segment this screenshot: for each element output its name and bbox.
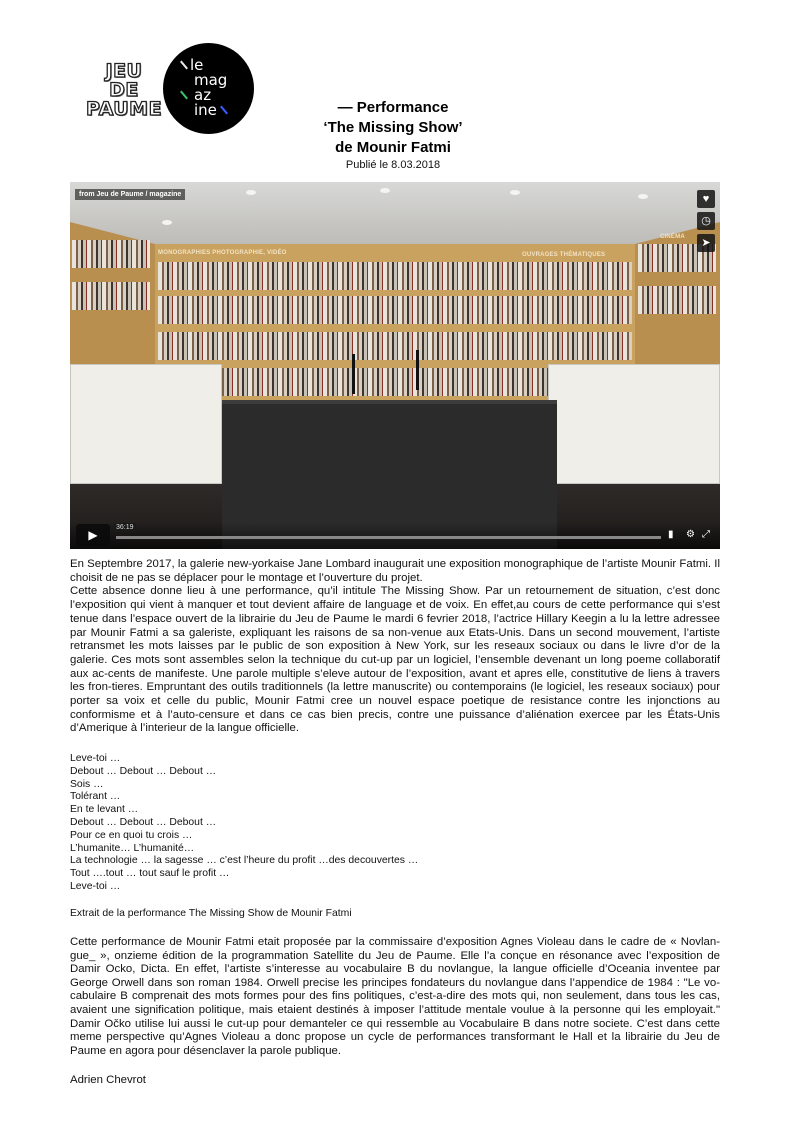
logo-word-2: DE — [109, 79, 139, 101]
article-paragraph: Cette absence donne lieu à une performance, qu’il intitule The Missing Show. Par un retournement de situation, c’est donc l’exposition qui vient à manquer et tout devient affaire de language et de voix. En effet,au cours de cette performance qui s’est tenue dans l’espace ouvert de la librairie du Jeu de Paume le mardi 6 fevrier 2018, l’actrice Hillary Keegin a lu la lettre adressee par Mounir Fatmi a sa galeriste, expliquant les raisons de sa non-venue aux Etats-Unis. Dans un second mouvement, l’artiste retransmet les mots laisses par le public de son exposition à New York, sur les reseaux sociaux ou dans le livre d’or de la galerie. Ces mots sont assembles selon la technique du cut-up par un logiciel, l’ensemble devenant un long poeme collaboratif aux ac-cents de manifeste. Une parole multiple s’eleve autour de l’exposition, avant et apres elle, constitutive de liens à travers les fron-tieres. Empruntant des outils traditionnels (la lettre manuscrite) ou contemporains (le logiciel, les reseaux sociaux) pour porter sa voix et celle du public, Mounir Fatmi cree un nouvel espace poetique de resistance contre les injonctions au conformisme et à l’auto-censure et dans ce cas bien precis, contre une puissance d’aliénation exercee par les États-Unis d’Amerique à l’interieur de la langue officielle. — [70, 585, 720, 735]
article-paragraph: En Septembre 2017, la galerie new-yorkaise Jane Lombard inaugurait une exposition monographique de l’artiste Mounir Fatmi. Il choisit de ne pas se déplacer pour le montage et l’ouverture du projet. — [70, 558, 720, 584]
publication-date: Publié le 8.03.2018 — [345, 159, 441, 171]
volume-icon[interactable]: ▮ — [668, 529, 674, 540]
poem-line: La technologie … la sagesse … c’est l’heure du profit …des decouvertes … — [70, 855, 419, 867]
bookshelf-row — [72, 282, 150, 310]
bookshelf-row — [72, 240, 150, 268]
logo-mag-line-3: az — [194, 86, 212, 104]
video-timestamp: 36:19 — [116, 524, 134, 531]
poem-line: En te levant … — [70, 804, 139, 816]
poem-line: Debout … Debout … Debout … — [70, 816, 217, 828]
fullscreen-icon[interactable]: ⤢ — [702, 529, 710, 540]
poem-excerpt — [70, 753, 720, 894]
le-magazine-logo[interactable] — [163, 43, 254, 134]
ceiling-lamp — [638, 194, 648, 199]
article-title-line-3: de Mounir Fatmi — [335, 139, 451, 156]
bookshelf-row — [158, 262, 632, 290]
poem-line: Tolérant … — [70, 791, 121, 803]
bookstore-sign-thematiques: OUVRAGES THÉMATIQUES — [522, 252, 606, 258]
video-source-badge[interactable]: from Jeu de Paume / magazine — [75, 189, 185, 200]
ceiling-lamp — [162, 220, 172, 225]
ceiling-lamp — [246, 190, 256, 195]
slash-mark-icon — [180, 61, 188, 70]
article-body — [70, 558, 720, 736]
article-title-line-2: ‘The Missing Show’ — [323, 119, 463, 136]
poem-line: Sois … — [70, 778, 104, 790]
poem-line: L’humanite… L’humanité… — [70, 842, 195, 854]
logo-word-1: JEU — [105, 60, 143, 82]
bookshelf-row — [158, 332, 632, 360]
bookstore-sign-cinema: CINÉMA — [660, 234, 685, 240]
logo-word-3: PAUME — [85, 98, 163, 120]
play-icon[interactable]: ▶ — [76, 524, 110, 546]
closing-paragraph: Cette performance de Mounir Fatmi etait proposée par la commissaire d’exposition Agnes Violeau dans le cadre de « Novlan-gue_ », onzieme édition de la programmation Satellite du Jeu de Paume. Elle l’a conçue en résonance avec l’exposition de Damir Ocko, Dicta. En effet, l’artiste s’interesse au vocabulaire B du novlangue, la langue officielle d’Oceania inventee par George Orwell dans son roman 1984. Orwell precise les principes fondateurs du novlangue dans l’appendice de 1984 : "Le vo-cabulaire B comprenait des mots formes pour des fins politiques, c’est-a-dire des mots qui, non seulement, dans tous les cas, avaient une signification politique, mais etaient destinés à imposer l’attitude mentale voulue à la personne qui les employait." Damir Očko utilise lui aussi le cut-up pour demanteler ce qui ressemble au Vocabulaire B dans notre societe. C’est dans cette meme perspective qu’Agnes Violeau a donc propose un cycle de performances transformant le Hall et la librairie du Jeu de Paume en agora pour désenclaver la parole publique. — [70, 936, 720, 1057]
article-title-line-1: — Performance — [337, 99, 449, 116]
bookshelf-row — [638, 286, 716, 314]
book-cart-left — [70, 364, 222, 484]
video-player[interactable] — [70, 182, 720, 549]
video-controls — [70, 522, 720, 549]
settings-icon[interactable]: ⚙ — [686, 529, 695, 540]
slash-mark-icon — [180, 91, 188, 100]
article-title-block — [290, 98, 496, 172]
bookstore-sign-monographies: MONOGRAPHIES PHOTOGRAPHIE, VIDÉO — [158, 250, 287, 256]
clock-icon[interactable]: ◷ — [697, 212, 715, 230]
slash-mark-icon — [220, 106, 228, 115]
bookshelf-row — [158, 296, 632, 324]
ceiling-lamp — [380, 188, 390, 193]
poem-line: Leve-toi … — [70, 880, 121, 892]
author-name: Adrien Chevrot — [70, 1074, 146, 1086]
logo-mag-line-1: le — [190, 56, 204, 74]
book-cart-right — [548, 364, 720, 484]
poem-line: Pour ce en quoi tu crois … — [70, 829, 193, 841]
poem-line: Tout ….tout … tout sauf le profit … — [70, 868, 230, 880]
jeu-de-paume-logo[interactable] — [84, 62, 164, 119]
poem-line: Debout … Debout … Debout … — [70, 765, 217, 777]
video-progress-track[interactable] — [116, 536, 661, 539]
microphone-stand — [416, 350, 419, 390]
poem-line: Leve-toi … — [70, 753, 121, 764]
send-icon[interactable]: ➤ — [697, 234, 715, 252]
heart-icon[interactable]: ♥ — [697, 190, 715, 208]
logo-mag-line-2: mag — [194, 71, 228, 89]
ceiling-lamp — [510, 190, 520, 195]
logo-mag-line-4: ine — [194, 101, 217, 119]
microphone-stand — [352, 354, 355, 394]
poem-caption: Extrait de la performance The Missing Show de Mounir Fatmi — [70, 908, 352, 919]
